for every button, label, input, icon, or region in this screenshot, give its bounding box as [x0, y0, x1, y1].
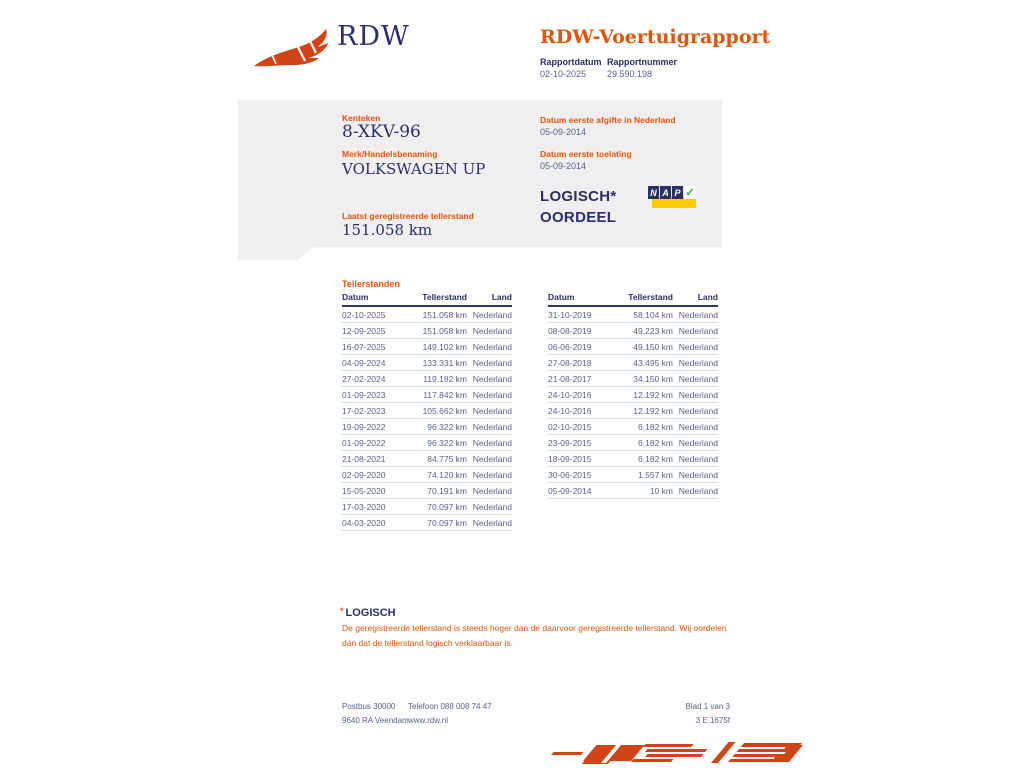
table-header-row — [342, 290, 512, 306]
footer-website: www.rdw.nl — [408, 716, 449, 725]
table-cell: 1.557 km — [618, 467, 673, 483]
table-cell: 74.120 km — [412, 467, 467, 483]
table-row — [342, 499, 512, 515]
nap-letter-row — [648, 186, 696, 199]
table-cell: 34.150 km — [618, 371, 673, 387]
report-date-label: Rapportdatum — [540, 57, 602, 67]
table-cell: 16-07-2025 — [342, 339, 412, 355]
table-cell: Nederland — [673, 483, 718, 499]
footer-page-info — [630, 700, 730, 728]
tellerstanden-table-right — [548, 290, 718, 499]
column-header-tellerstand: Tellerstand — [412, 290, 467, 306]
table-body-right — [548, 306, 718, 499]
table-cell: 84.775 km — [412, 451, 467, 467]
table-cell: 18-09-2015 — [548, 451, 618, 467]
table-cell: 19-09-2022 — [342, 419, 412, 435]
table-cell: 6.182 km — [618, 451, 673, 467]
table-cell: 149.102 km — [412, 339, 467, 355]
table-row — [342, 435, 512, 451]
table-cell: Nederland — [467, 323, 512, 339]
table-row — [342, 371, 512, 387]
table-cell: 6.182 km — [618, 419, 673, 435]
nap-letter-a: A — [660, 186, 671, 199]
table-cell: Nederland — [673, 355, 718, 371]
table-cell: 117.842 km — [412, 387, 467, 403]
footer-address-line1: Postbus 30000 — [342, 702, 396, 711]
footnote-title-text: LOGISCH — [345, 607, 396, 619]
table-cell: 08-08-2019 — [548, 323, 618, 339]
table-row — [342, 419, 512, 435]
page-indicator: Blad 1 van 3 — [685, 702, 730, 711]
table-cell: Nederland — [467, 515, 512, 531]
table-cell: Nederland — [467, 499, 512, 515]
table-cell: Nederland — [467, 371, 512, 387]
table-cell: 151.058 km — [412, 306, 467, 323]
eerste-afgifte-label: Datum eerste afgifte in Nederland — [540, 115, 676, 125]
table-cell: 49.150 km — [618, 339, 673, 355]
footer-address-line2: 9640 RA Veendam — [342, 716, 409, 725]
table-cell: Nederland — [467, 435, 512, 451]
table-cell: 96.322 km — [412, 435, 467, 451]
table-row — [342, 515, 512, 531]
table-row — [342, 355, 512, 371]
laatste-tellerstand-label: Laatst geregistreerde tellerstand — [342, 211, 474, 221]
table-header-row — [548, 290, 718, 306]
table-cell: 04-09-2024 — [342, 355, 412, 371]
table-cell: 02-10-2025 — [342, 306, 412, 323]
table-cell: Nederland — [673, 371, 718, 387]
table-row — [342, 323, 512, 339]
table-cell: 96.322 km — [412, 419, 467, 435]
table-row — [548, 339, 718, 355]
table-cell: Nederland — [467, 306, 512, 323]
table-cell: 58.104 km — [618, 306, 673, 323]
footer-address — [342, 700, 409, 728]
table-cell: Nederland — [673, 467, 718, 483]
table-row — [342, 451, 512, 467]
table-row — [548, 467, 718, 483]
table-cell: 10 km — [618, 483, 673, 499]
table-cell: 12-09-2025 — [342, 323, 412, 339]
table-cell: Nederland — [467, 483, 512, 499]
table-row — [342, 467, 512, 483]
table-row — [548, 323, 718, 339]
table-row — [548, 483, 718, 499]
table-cell: 12.192 km — [618, 387, 673, 403]
table-cell: Nederland — [673, 306, 718, 323]
table-cell: 27-08-2018 — [548, 355, 618, 371]
kenteken-value: 8-XKV-96 — [342, 122, 421, 142]
rdw-wordmark: RDW — [337, 21, 410, 52]
table-cell: 133.331 km — [412, 355, 467, 371]
table-row — [548, 306, 718, 323]
oordeel-line1: LOGISCH* — [540, 188, 617, 205]
merk-label: Merk/Handelsbenaming — [342, 149, 438, 159]
eerste-afgifte-value: 05-09-2014 — [540, 127, 587, 137]
table-cell: 12.192 km — [618, 403, 673, 419]
table-row — [548, 403, 718, 419]
table-cell: 21-08-2021 — [342, 451, 412, 467]
table-row — [548, 387, 718, 403]
table-cell: Nederland — [673, 435, 718, 451]
table-cell: Nederland — [467, 451, 512, 467]
table-cell: Nederland — [673, 339, 718, 355]
tellerstanden-title: Tellerstanden — [342, 279, 400, 289]
table-cell: 43.495 km — [618, 355, 673, 371]
table-cell: 6.182 km — [618, 435, 673, 451]
rdw-logo-icon — [252, 26, 334, 70]
table-cell: 21-08-2017 — [548, 371, 618, 387]
merk-value: VOLKSWAGEN UP — [342, 160, 486, 178]
table-cell: 70.097 km — [412, 499, 467, 515]
report-number-value: 29.590.198 — [607, 69, 653, 79]
table-cell: Nederland — [673, 387, 718, 403]
oordeel-line2: OORDEEL — [540, 209, 617, 226]
kenteken-label: Kenteken — [342, 113, 381, 123]
table-cell: Nederland — [673, 451, 718, 467]
table-row — [342, 403, 512, 419]
table-row — [548, 451, 718, 467]
table-cell: 24-10-2016 — [548, 403, 618, 419]
oordeel-text — [540, 186, 617, 228]
table-cell: 151.058 km — [412, 323, 467, 339]
column-header-land: Land — [467, 290, 512, 306]
nap-checkmark-icon: ✓ — [685, 187, 695, 199]
tellerstanden-table-left — [342, 290, 512, 531]
table-cell: Nederland — [467, 419, 512, 435]
table-row — [342, 339, 512, 355]
nap-logo — [648, 186, 698, 209]
asterisk: * — [340, 606, 344, 616]
table-cell: 05-09-2014 — [548, 483, 618, 499]
table-cell: 02-09-2020 — [342, 467, 412, 483]
table-cell: 70.191 km — [412, 483, 467, 499]
table-cell: 15-05-2020 — [342, 483, 412, 499]
table-row — [548, 371, 718, 387]
nap-letter-n: N — [648, 186, 659, 199]
table-cell: 04-03-2020 — [342, 515, 412, 531]
page-title: RDW-Voertuigrapport — [540, 26, 771, 48]
table-row — [342, 483, 512, 499]
table-cell: Nederland — [467, 467, 512, 483]
table-cell: 27-02-2024 — [342, 371, 412, 387]
footer-contact — [408, 700, 492, 728]
table-cell: Nederland — [673, 403, 718, 419]
table-cell: 30-06-2015 — [548, 467, 618, 483]
table-cell: Nederland — [467, 387, 512, 403]
table-cell: 31-10-2019 — [548, 306, 618, 323]
table-cell: Nederland — [673, 419, 718, 435]
report-number-label: Rapportnummer — [607, 57, 678, 67]
table-cell: 01-09-2022 — [342, 435, 412, 451]
table-cell: 06-06-2019 — [548, 339, 618, 355]
table-cell: Nederland — [467, 403, 512, 419]
table-cell: 17-03-2020 — [342, 499, 412, 515]
table-cell: 49.223 km — [618, 323, 673, 339]
nap-letter-p: P — [672, 186, 683, 199]
table-cell: 119.182 km — [412, 371, 467, 387]
table-row — [548, 355, 718, 371]
table-cell: 105.662 km — [412, 403, 467, 419]
footnote-title — [340, 606, 396, 619]
column-header-datum: Datum — [548, 290, 618, 306]
footer-phone: Telefoon 088 008 74 47 — [408, 702, 492, 711]
table-row — [342, 306, 512, 323]
column-header-land: Land — [673, 290, 718, 306]
table-cell: 02-10-2015 — [548, 419, 618, 435]
eerste-toelating-label: Datum eerste toelating — [540, 149, 632, 159]
table-row — [342, 387, 512, 403]
table-row — [548, 435, 718, 451]
footnote-text: De geregistreerde tellerstand is steeds hoger dan de daarvoor geregistreerde tellerstand. Wij oordelen dan dat de tellerstand logisch verklaarbaar is. — [342, 623, 727, 648]
column-header-tellerstand: Tellerstand — [618, 290, 673, 306]
table-cell: Nederland — [673, 323, 718, 339]
rdw-stripe-graphic-icon — [543, 739, 803, 767]
table-cell: Nederland — [467, 339, 512, 355]
column-header-datum: Datum — [342, 290, 412, 306]
laatste-tellerstand-value: 151.058 km — [342, 221, 433, 239]
report-date-value: 02-10-2025 — [540, 69, 587, 79]
table-row — [548, 419, 718, 435]
eerste-toelating-value: 05-09-2014 — [540, 161, 587, 171]
table-cell: 24-10-2016 — [548, 387, 618, 403]
table-cell: 23-09-2015 — [548, 435, 618, 451]
table-cell: Nederland — [467, 355, 512, 371]
table-cell: 01-09-2023 — [342, 387, 412, 403]
table-cell: 70.097 km — [412, 515, 467, 531]
form-code: 3 E 1675f — [695, 716, 730, 725]
table-body-left — [342, 306, 512, 531]
table-cell: 17-02-2023 — [342, 403, 412, 419]
